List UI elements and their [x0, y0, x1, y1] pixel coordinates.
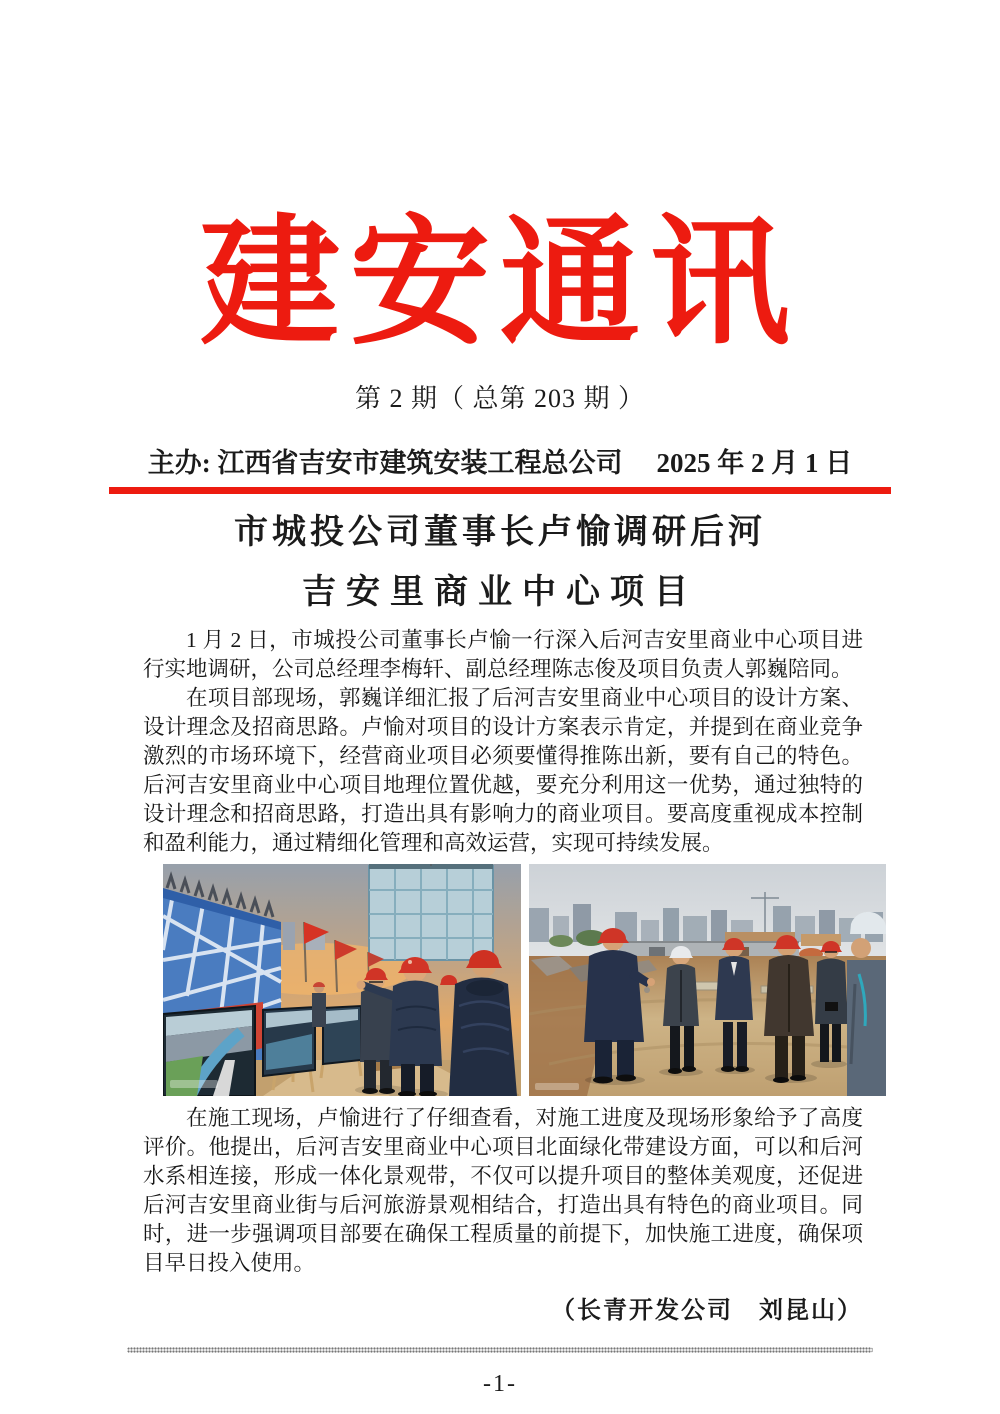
photo-timestamp-watermark	[170, 1080, 218, 1088]
issue-line: 第 2 期（ 总第 203 期 ）	[354, 384, 645, 414]
publisher-name: 主办: 江西省吉安市建筑安装工程总公司	[147, 448, 623, 479]
photo-timestamp-watermark	[535, 1083, 579, 1090]
photo-site-inspection	[529, 864, 886, 1096]
article-title-line2: 吉安里商业中心项目	[302, 572, 698, 613]
article-title-line1: 市城投公司董事长卢愉调研后河	[234, 512, 766, 553]
photo-row	[163, 864, 886, 1096]
newsletter-masthead: 建安通讯	[199, 202, 800, 365]
photo-design-board-review	[163, 864, 521, 1096]
red-divider-rule	[109, 487, 891, 494]
publisher-row	[0, 441, 1000, 480]
glass-building	[369, 864, 493, 960]
background-worker	[312, 982, 326, 1027]
paragraph-3: 在施工现场，卢愉进行了仔细查看，对施工进度及现场形象给予了高度评价。他提出，后河吉安里商业中心项目北面绿化带建设方面，可以和后河水系相连接，形成一体化景观带，不仅可以提升项目的整体美观度，还促进后河吉安里商业街与后河旅游景观相结合，打造出具有特色的商业项目。同时，进一步强调项目部要在确保工程质量的前提下，加快施工进度，确保项目早日投入使用。	[143, 1106, 863, 1276]
byline: （长青开发公司 刘昆山）	[551, 1298, 863, 1325]
page-number: -1-	[483, 1371, 517, 1398]
paragraph-2: 在项目部现场，郭巍详细汇报了后河吉安里商业中心项目的设计方案、设计理念及招商思路。卢愉对项目的设计方案表示肯定，并提到在商业竞争激烈的市场环境下，经营商业项目必须要懂得推陈出新，要有自己的特色。后河吉安里商业中心项目地理位置优越，要充分利用这一优势，通过独特的设计理念和招商思路，打造出具有影响力的商业项目。要高度重视成本控制和盈利能力，通过精细化管理和高效运营，实现可持续发展。	[143, 686, 863, 856]
article-body	[143, 626, 863, 1325]
paragraph-1: 1 月 2 日，市城投公司董事长卢愉一行深入后河吉安里商业中心项目进行实地调研，公司总经理李梅轩、副总经理陈志俊及项目负责人郭巍陪同。	[143, 628, 863, 682]
publish-date: 2025 年 2 月 1 日	[656, 448, 853, 479]
halftone-divider	[127, 1347, 873, 1353]
